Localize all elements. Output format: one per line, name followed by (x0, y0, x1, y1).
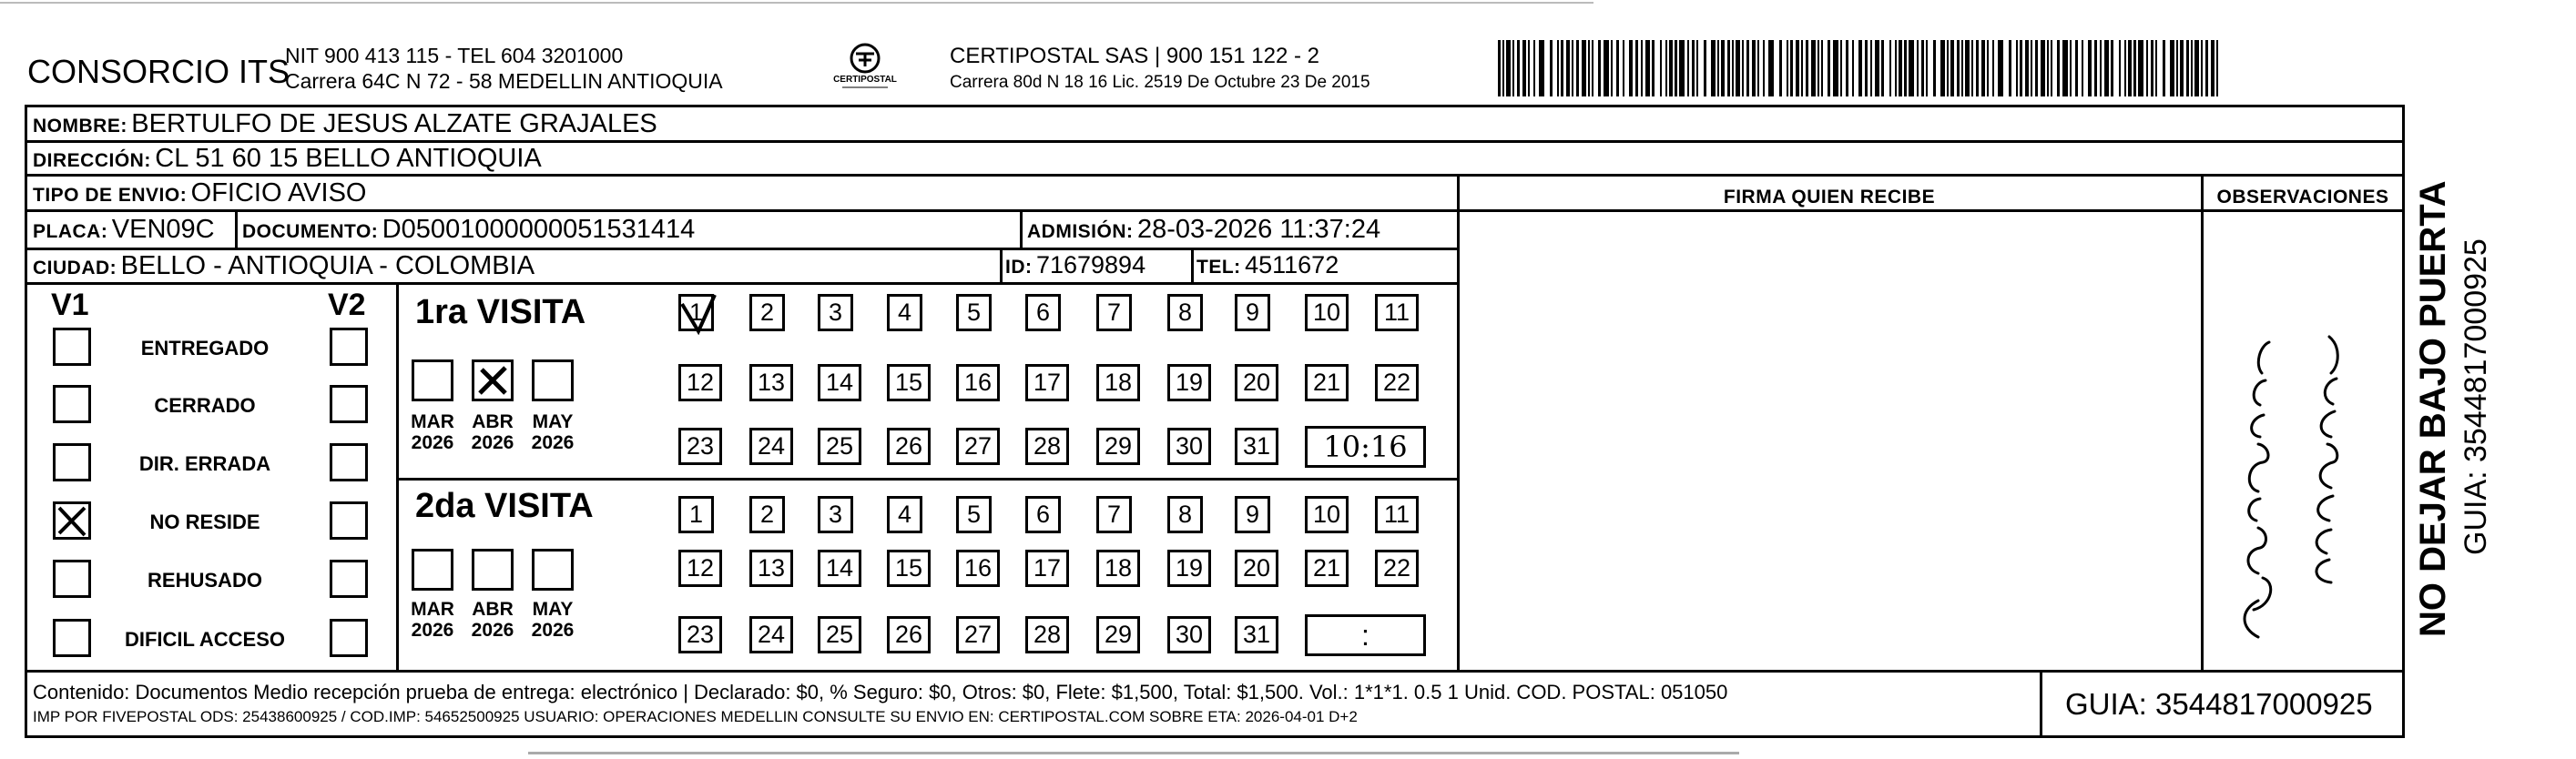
placa-label: PLACA: (33, 221, 108, 242)
day-box[interactable]: 30 (1167, 428, 1211, 465)
sender-address: Carrera 64C N 72 - 58 MEDELLIN ANTIOQUIA (285, 69, 723, 93)
firma-header: FIRMA QUIEN RECIBE (1723, 187, 1936, 207)
day-box[interactable]: 26 (887, 428, 931, 465)
barcode (1498, 40, 2226, 96)
frame-bottom (25, 735, 2405, 738)
day-box[interactable]: 31 (1235, 616, 1278, 653)
admision-value: 28-03-2026 11:37:24 (1136, 215, 1381, 244)
day-box[interactable]: 27 (956, 428, 1000, 465)
status-label: DIFICIL ACCESO (124, 628, 285, 651)
day-box[interactable]: 12 (678, 550, 722, 587)
day-box[interactable]: 4 (887, 496, 922, 533)
day-box[interactable]: 16 (956, 550, 1000, 587)
day-box[interactable]: 27 (956, 616, 1000, 653)
id-label: ID: (1005, 257, 1033, 278)
recipient-name: BERTULFO DE JESUS ALZATE GRAJALES (131, 109, 657, 138)
day-box[interactable]: 19 (1167, 364, 1211, 401)
day-box[interactable]: 23 (678, 428, 722, 465)
svg-text:CERTIPOSTAL: CERTIPOSTAL (833, 75, 897, 85)
certipostal-logo (833, 40, 897, 91)
month-checkbox[interactable] (532, 549, 574, 591)
day-box[interactable]: 3 (818, 294, 853, 331)
status-label: DIR. ERRADA (138, 452, 271, 475)
day-box[interactable]: 14 (818, 550, 861, 587)
first-visit-title: 1ra VISITA (415, 293, 586, 331)
recipient-address: CL 51 60 15 BELLO ANTIOQUIA (155, 144, 542, 173)
handwritten-observation (2204, 309, 2399, 655)
v2-checkbox[interactable] (330, 385, 368, 423)
day-box[interactable]: 20 (1235, 550, 1278, 587)
day-box[interactable]: 2 (749, 294, 785, 331)
day-box[interactable]: 11 (1375, 294, 1419, 331)
month-checkbox[interactable] (412, 549, 453, 591)
day-box[interactable]: 16 (956, 364, 1000, 401)
footer-print-info: IMP POR FIVEPOSTAL ODS: 25438600925 / COD.IMP: 54652500925 USUARIO: OPERACIONES MEDELLIN CONSULTE SU ENVIO EN: CERTIPOSTAL.COM SOBRE ETA: 2026-04-01 D+2 (33, 708, 1358, 725)
day-box[interactable]: 29 (1096, 428, 1140, 465)
tel-label: TEL: (1196, 257, 1241, 278)
day-box[interactable]: 18 (1096, 550, 1140, 587)
day-box[interactable]: 1 (678, 294, 714, 331)
ciudad-label: CIUDAD: (33, 258, 117, 278)
day-box[interactable]: 28 (1025, 616, 1069, 653)
day-box[interactable]: 3 (818, 496, 853, 533)
day-box[interactable]: 20 (1235, 364, 1278, 401)
day-box[interactable]: 2 (749, 496, 785, 533)
tel-value: 4511672 (1245, 251, 1339, 278)
day-box[interactable]: 17 (1025, 550, 1069, 587)
day-box[interactable]: 6 (1025, 294, 1061, 331)
admision-label: ADMISIÓN: (1027, 221, 1134, 242)
day-box[interactable]: 24 (749, 428, 793, 465)
status-label: CERRADO (154, 394, 256, 417)
day-box[interactable]: 12 (678, 364, 722, 401)
shipment-type: OFICIO AVISO (190, 178, 367, 207)
visit-time[interactable]: 10:16 (1305, 426, 1426, 468)
day-box[interactable]: 10 (1305, 294, 1349, 331)
ciudad-value: BELLO - ANTIOQUIA - COLOMBIA (120, 251, 535, 280)
day-box[interactable]: 8 (1167, 294, 1203, 331)
v2-checkbox[interactable] (330, 560, 368, 598)
v1-label: V1 (51, 288, 89, 322)
frame-top (25, 105, 2405, 107)
courier-name: CERTIPOSTAL SAS | 900 151 122 - 2 (950, 44, 1319, 68)
day-box[interactable]: 17 (1025, 364, 1069, 401)
day-box[interactable]: 5 (956, 294, 992, 331)
month-checkbox[interactable] (472, 359, 514, 401)
month-checkbox[interactable] (532, 359, 574, 401)
day-box[interactable]: 26 (887, 616, 931, 653)
month-checkbox[interactable] (412, 359, 453, 401)
day-box[interactable]: 7 (1096, 294, 1132, 331)
day-box[interactable]: 30 (1167, 616, 1211, 653)
day-box[interactable]: 1 (678, 496, 714, 533)
scan-edge-top (0, 2, 1593, 4)
day-box[interactable]: 29 (1096, 616, 1140, 653)
tipo-label: TIPO DE ENVIO: (33, 185, 188, 206)
month-label: ABR 2026 (471, 599, 514, 641)
day-box[interactable]: 14 (818, 364, 861, 401)
status-label: NO RESIDE (149, 511, 260, 533)
sender-name: CONSORCIO ITS (27, 53, 290, 90)
v2-checkbox[interactable] (330, 619, 368, 657)
frame-left (25, 105, 27, 738)
day-box[interactable]: 25 (818, 616, 861, 653)
month-label: MAR 2026 (411, 411, 454, 453)
day-box[interactable]: 15 (887, 364, 931, 401)
day-box[interactable]: 15 (887, 550, 931, 587)
observaciones-header: OBSERVACIONES (2216, 187, 2389, 207)
day-box[interactable]: 10 (1305, 496, 1349, 533)
month-label: MAY 2026 (531, 599, 575, 641)
day-box[interactable]: 7 (1096, 496, 1132, 533)
day-check-mark (678, 291, 718, 343)
footer-guia: GUIA: 3544817000925 (2065, 687, 2373, 721)
day-box[interactable]: 24 (749, 616, 793, 653)
side-warning: NO DEJAR BAJO PUERTA (2413, 180, 2453, 637)
month-checkbox[interactable] (472, 549, 514, 591)
courier-license: Carrera 80d N 18 16 Lic. 2519 De Octubre 23 De 2015 (950, 73, 1370, 92)
day-box[interactable]: 11 (1375, 496, 1419, 533)
placa-value: VEN09C (111, 215, 215, 244)
day-box[interactable]: 21 (1305, 364, 1349, 401)
documento-label: DOCUMENTO: (242, 221, 379, 242)
scan-edge-bottom (528, 752, 1739, 754)
v2-checkbox[interactable] (330, 328, 368, 366)
day-box[interactable]: 22 (1375, 364, 1419, 401)
day-box[interactable]: 21 (1305, 550, 1349, 587)
v2-label: V2 (328, 288, 366, 322)
day-box[interactable]: 22 (1375, 550, 1419, 587)
side-guia: GUIA: 3544817000925 (2459, 238, 2493, 555)
documento-value: D05001000000051531414 (382, 215, 696, 244)
month-label: MAR 2026 (411, 599, 454, 641)
nombre-label: NOMBRE: (33, 116, 127, 137)
second-visit-title: 2da VISITA (415, 487, 594, 525)
day-box[interactable]: 13 (749, 550, 793, 587)
day-box[interactable]: 19 (1167, 550, 1211, 587)
direccion-label: DIRECCIÓN: (33, 150, 151, 171)
v2-checkbox[interactable] (330, 501, 368, 540)
month-label: ABR 2026 (471, 411, 514, 453)
status-label: ENTREGADO (140, 337, 270, 359)
sender-nit: NIT 900 413 115 - TEL 604 3201000 (285, 44, 624, 67)
month-label: MAY 2026 (531, 411, 575, 453)
id-value: 71679894 (1035, 251, 1146, 278)
day-box[interactable]: 6 (1025, 496, 1061, 533)
v2-checkbox[interactable] (330, 443, 368, 481)
visit-time[interactable]: : (1305, 614, 1426, 656)
day-box[interactable]: 9 (1235, 496, 1270, 533)
day-box[interactable]: 25 (818, 428, 861, 465)
frame-right (2402, 105, 2405, 738)
day-box[interactable]: 9 (1235, 294, 1270, 331)
day-box[interactable]: 13 (749, 364, 793, 401)
day-box[interactable]: 23 (678, 616, 722, 653)
status-label: REHUSADO (148, 569, 262, 592)
day-box[interactable]: 5 (956, 496, 992, 533)
footer-content: Contenido: Documentos Medio recepción prueba de entrega: electrónico | Declarado: $0, % Seguro: $0, Otros: $0, Flete: $1,500, Total: $1,500. Vol.: 1*1*1. 0.5 1 Unid. COD. POSTAL: 051050 (33, 681, 1728, 703)
day-box[interactable]: 18 (1096, 364, 1140, 401)
day-box[interactable]: 28 (1025, 428, 1069, 465)
day-box[interactable]: 31 (1235, 428, 1278, 465)
day-box[interactable]: 8 (1167, 496, 1203, 533)
day-box[interactable]: 4 (887, 294, 922, 331)
